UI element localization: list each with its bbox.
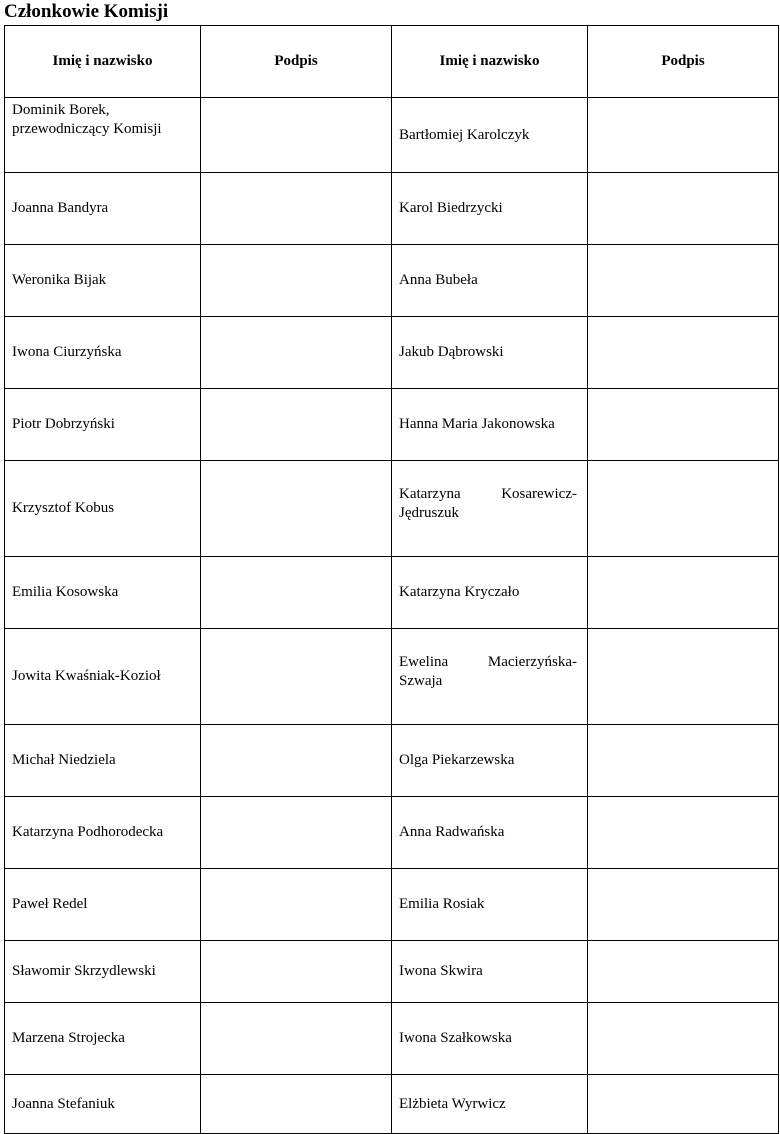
member-name-left: Dominik Borek, przewodniczący Komisji	[5, 98, 201, 173]
signature-cell[interactable]	[201, 461, 392, 557]
signature-cell[interactable]	[201, 1003, 392, 1075]
table-row	[5, 389, 779, 461]
signature-cell[interactable]	[588, 629, 779, 725]
signature-cell[interactable]	[201, 725, 392, 797]
table-row	[5, 245, 779, 317]
signature-cell[interactable]	[588, 389, 779, 461]
member-name-left: Iwona Ciurzyńska	[5, 317, 201, 389]
table-row	[5, 1075, 779, 1134]
table-row	[5, 317, 779, 389]
signature-cell[interactable]	[588, 461, 779, 557]
member-name-left: Weronika Bijak	[5, 245, 201, 317]
member-name-left: Jowita Kwaśniak-Kozioł	[5, 629, 201, 725]
signature-cell[interactable]	[588, 725, 779, 797]
table-header-row	[5, 26, 779, 98]
member-name-left: Joanna Bandyra	[5, 173, 201, 245]
member-name-right: Iwona Szałkowska	[392, 1003, 588, 1075]
signature-cell[interactable]	[588, 941, 779, 1003]
signature-cell[interactable]	[588, 98, 779, 173]
member-name-right: Ewelina Macierzyńska-Szwaja	[392, 629, 588, 725]
member-name-right: Bartłomiej Karolczyk	[392, 98, 588, 173]
signature-cell[interactable]	[201, 557, 392, 629]
table-row	[5, 173, 779, 245]
header-signature-2: Podpis	[588, 26, 779, 98]
members-table	[4, 25, 779, 1134]
table-row	[5, 98, 779, 173]
signature-cell[interactable]	[201, 317, 392, 389]
table-row	[5, 1003, 779, 1075]
member-name-left: Marzena Strojecka	[5, 1003, 201, 1075]
member-name-right: Emilia Rosiak	[392, 869, 588, 941]
signature-cell[interactable]	[201, 173, 392, 245]
member-name-left: Piotr Dobrzyński	[5, 389, 201, 461]
header-name-2: Imię i nazwisko	[392, 26, 588, 98]
table-row	[5, 941, 779, 1003]
member-name-right: Anna Bubeła	[392, 245, 588, 317]
signature-cell[interactable]	[588, 245, 779, 317]
member-name-right: Elżbieta Wyrwicz	[392, 1075, 588, 1134]
member-name-right: Iwona Skwira	[392, 941, 588, 1003]
member-name-right: Katarzyna Kryczało	[392, 557, 588, 629]
member-name-right: Karol Biedrzycki	[392, 173, 588, 245]
signature-cell[interactable]	[588, 869, 779, 941]
member-name-right: Anna Radwańska	[392, 797, 588, 869]
member-name-right: Hanna Maria Jakonowska	[392, 389, 588, 461]
signature-cell[interactable]	[201, 245, 392, 317]
table-row	[5, 725, 779, 797]
table-row	[5, 629, 779, 725]
signature-cell[interactable]	[201, 869, 392, 941]
member-name-left: Emilia Kosowska	[5, 557, 201, 629]
header-name-1: Imię i nazwisko	[5, 26, 201, 98]
member-name-left: Paweł Redel	[5, 869, 201, 941]
member-name-left: Joanna Stefaniuk	[5, 1075, 201, 1134]
table-row	[5, 557, 779, 629]
member-name-left: Michał Niedziela	[5, 725, 201, 797]
member-name-left: Katarzyna Podhorodecka	[5, 797, 201, 869]
signature-cell[interactable]	[201, 629, 392, 725]
signature-cell[interactable]	[201, 797, 392, 869]
signature-cell[interactable]	[588, 1003, 779, 1075]
signature-cell[interactable]	[588, 173, 779, 245]
member-name-right: Katarzyna Kosarewicz-Jędruszuk	[392, 461, 588, 557]
member-name-right: Jakub Dąbrowski	[392, 317, 588, 389]
header-signature-1: Podpis	[201, 26, 392, 98]
signature-cell[interactable]	[201, 941, 392, 1003]
signature-cell[interactable]	[201, 98, 392, 173]
table-row	[5, 797, 779, 869]
signature-cell[interactable]	[588, 557, 779, 629]
signature-cell[interactable]	[588, 797, 779, 869]
table-row	[5, 869, 779, 941]
member-name-left: Sławomir Skrzydlewski	[5, 941, 201, 1003]
table-row	[5, 461, 779, 557]
page-title: Członkowie Komisji	[4, 1, 169, 22]
signature-cell[interactable]	[201, 389, 392, 461]
signature-cell[interactable]	[588, 1075, 779, 1134]
signature-cell[interactable]	[201, 1075, 392, 1134]
member-name-right: Olga Piekarzewska	[392, 725, 588, 797]
member-name-left: Krzysztof Kobus	[5, 461, 201, 557]
signature-cell[interactable]	[588, 317, 779, 389]
